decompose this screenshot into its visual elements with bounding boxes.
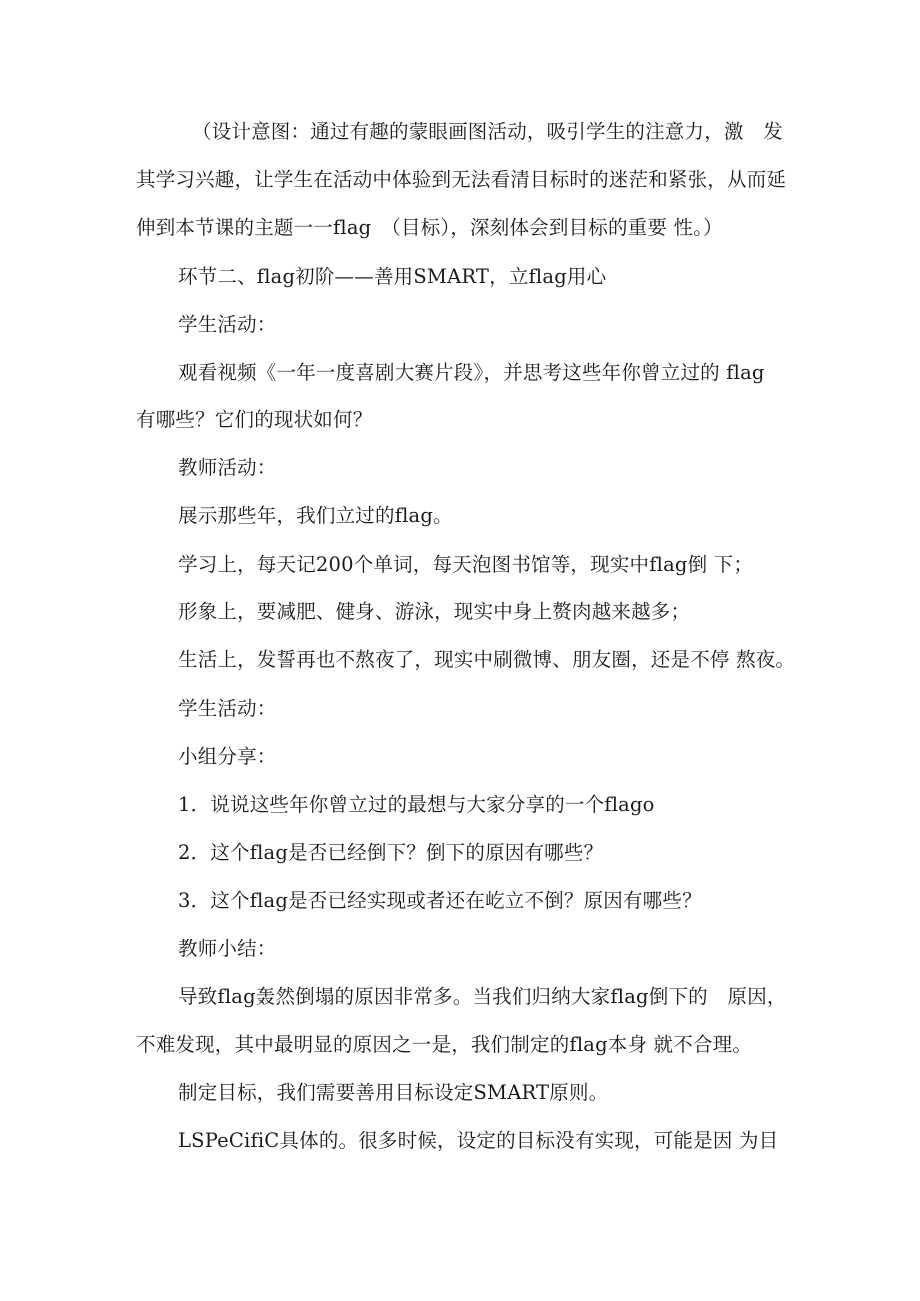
design-intent-line-2: 其学习兴趣，让学生在活动中体验到无法看清目标时的迷茫和紧张，从而延 bbox=[136, 168, 787, 191]
list-item-2: 2．这个flag是否已经倒下？倒下的原因有哪些？ bbox=[178, 841, 604, 864]
paragraph-video-line-2: 有哪些？它们的现状如何？ bbox=[136, 408, 373, 431]
paragraph-video-line-1: 观看视频《一年一度喜剧大赛片段》，并思考这些年你曾立过的 flag bbox=[178, 361, 765, 384]
list-item-1: 1．说说这些年你曾立过的最想与大家分享的一个flago bbox=[178, 793, 655, 816]
paragraph-study: 学习上，每天记200个单词，每天泡图书馆等，现实中flag倒 下； bbox=[178, 553, 754, 576]
paragraph-appearance: 形象上，要减肥、健身、游泳，现实中身上赘肉越来越多； bbox=[178, 600, 691, 623]
design-intent-line-3: 伸到本节课的主题一一flag （目标），深刻体会到目标的重要 性。） bbox=[136, 216, 723, 239]
paragraph-specific: LSPeCifiC具体的。很多时候，设定的目标没有实现，可能是因 为目 bbox=[178, 1129, 779, 1152]
paragraph-summary-line-1: 导致flag轰然倒塌的原因非常多。当我们归纳大家flag倒下的 原因， bbox=[178, 985, 787, 1008]
teacher-summary-label: 教师小结： bbox=[178, 937, 277, 960]
paragraph-show-flags: 展示那些年，我们立过的flag。 bbox=[178, 504, 453, 527]
list-item-3: 3．这个flag是否已经实现或者还在屹立不倒？原因有哪些？ bbox=[178, 889, 702, 912]
paragraph-summary-line-2: 不难发现，其中最明显的原因之一是，我们制定的flag本身 就不合理。 bbox=[136, 1033, 753, 1056]
group-share-label: 小组分享： bbox=[178, 745, 277, 768]
teacher-activity-label: 教师活动： bbox=[178, 456, 277, 479]
student-activity-label: 学生活动： bbox=[178, 313, 277, 336]
student-activity-label-2: 学生活动： bbox=[178, 697, 277, 720]
design-intent-line-1: （设计意图：通过有趣的蒙眼画图活动，吸引学生的注意力，激 发 bbox=[192, 120, 784, 143]
section-heading: 环节二、flag初阶——善用SMART，立flag用心 bbox=[178, 265, 607, 288]
paragraph-smart: 制定目标，我们需要善用目标设定SMART原则。 bbox=[178, 1081, 609, 1104]
paragraph-life: 生活上，发誓再也不熬夜了，现实中刷微博、朋友圈，还是不停 熬夜。 bbox=[178, 648, 796, 671]
